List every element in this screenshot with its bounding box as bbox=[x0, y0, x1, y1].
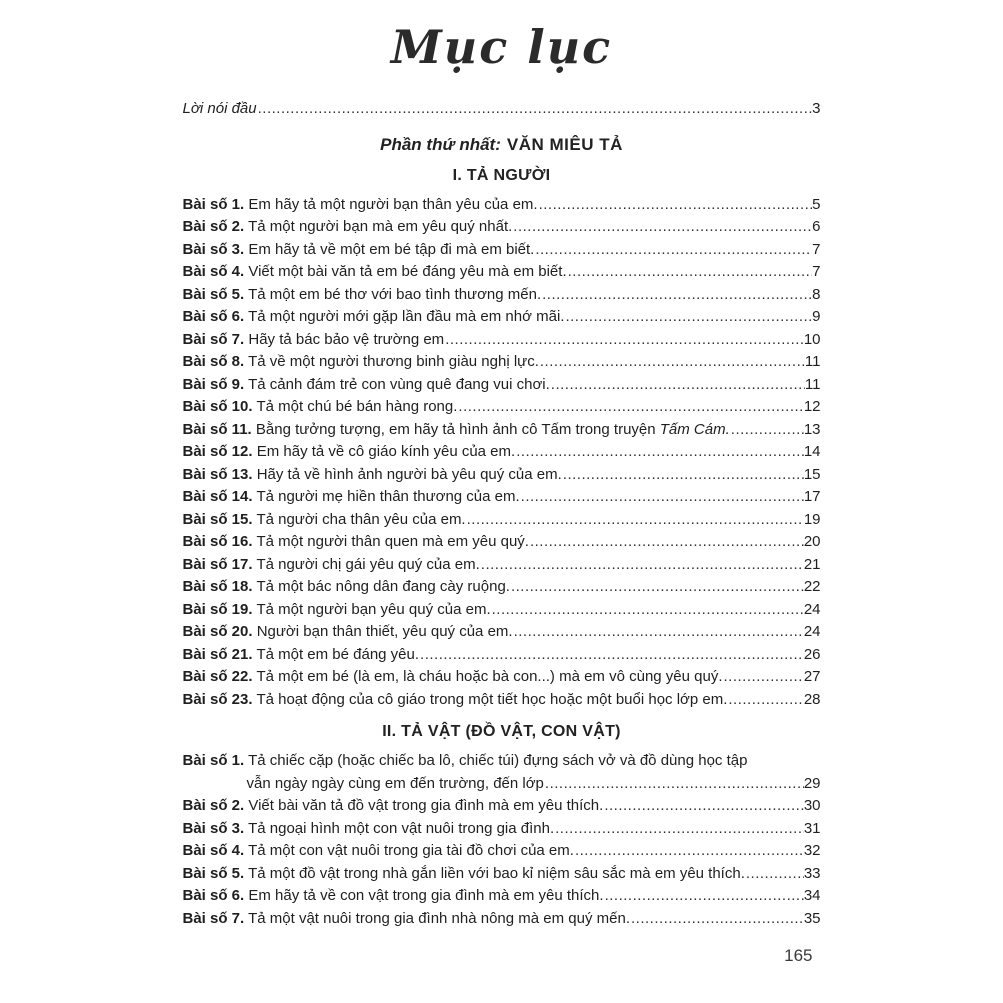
entry-text: Bài số 21. Tả một em bé đáng yêu. bbox=[182, 645, 420, 663]
toc-entry bbox=[183, 441, 821, 464]
entry-text: Bài số 6. Tả một người mới gặp lần đầu mà em nhớ mãi. bbox=[182, 308, 565, 325]
entry-label: Bài số 20. bbox=[182, 623, 253, 640]
dot-leader bbox=[565, 306, 812, 329]
entry-text: Bài số 12. Em hãy tả về cô giáo kính yêu của em. bbox=[182, 443, 516, 460]
entry-page: 11 bbox=[804, 353, 821, 370]
toc-entry bbox=[183, 666, 821, 689]
entry-label: Bài số 16. bbox=[182, 533, 253, 550]
entry-text: Bài số 4. Viết một bài văn tả em bé đáng yêu mà em biết. bbox=[182, 263, 567, 280]
entry-text: Bài số 9. Tả cảnh đám trẻ con vùng quê đang vui chơi. bbox=[182, 375, 550, 393]
dot-leader bbox=[511, 576, 804, 599]
entry-page: 24 bbox=[803, 623, 821, 640]
entry-text: Bài số 7. Hãy tả bác bảo vệ trường em bbox=[182, 330, 445, 348]
entry-label: Bài số 6. bbox=[182, 308, 245, 325]
entry-page: 7 bbox=[812, 263, 821, 280]
entry-label: Bài số 3. bbox=[182, 819, 245, 837]
entry-page: 19 bbox=[803, 510, 821, 528]
entry-text: Bài số 1. Tả chiếc cặp (hoặc chiếc ba lô, chiếc túi) đựng sách vở và đồ dùng học tập bbox=[182, 752, 748, 769]
toc-entry bbox=[183, 306, 821, 329]
entry-page: 21 bbox=[803, 555, 821, 573]
entry-page: 31 bbox=[803, 819, 821, 837]
entry-label: Bài số 21. bbox=[182, 645, 253, 663]
entry-label: Bài số 1. bbox=[182, 195, 245, 213]
entry-page: 34 bbox=[803, 887, 821, 904]
toc-entry bbox=[183, 374, 821, 397]
toc-entry bbox=[183, 554, 821, 577]
entry-label: Bài số 23. bbox=[182, 690, 253, 708]
toc-entry bbox=[183, 644, 821, 667]
entry-label: Bài số 19. bbox=[182, 600, 253, 618]
entry-page: 15 bbox=[803, 465, 821, 483]
toc-entry bbox=[183, 689, 821, 712]
entry-text: Bài số 1. Em hãy tả một người bạn thân yêu của em. bbox=[182, 195, 538, 213]
dot-leader bbox=[604, 795, 804, 818]
part-heading bbox=[183, 135, 821, 155]
entry-text: Bài số 19. Tả một người bạn yêu quý của em. bbox=[182, 600, 491, 618]
toc-entry bbox=[183, 863, 821, 886]
preface-page: 3 bbox=[812, 100, 821, 117]
entry-page: 35 bbox=[803, 909, 821, 927]
entry-page: 32 bbox=[803, 842, 821, 859]
entry-page: 22 bbox=[803, 578, 821, 595]
dot-leader bbox=[458, 396, 803, 419]
dot-leader bbox=[481, 554, 804, 577]
entry-label: Bài số 4. bbox=[182, 263, 245, 280]
part-heading-prefix: Phần thứ nhất: bbox=[380, 134, 501, 154]
entry-label: Bài số 9. bbox=[182, 375, 245, 393]
entry-label: Bài số 3. bbox=[182, 240, 245, 258]
dot-leader bbox=[746, 863, 804, 886]
entry-label: Bài số 10. bbox=[182, 398, 253, 415]
dot-leader bbox=[521, 486, 804, 509]
entry-page: 24 bbox=[803, 600, 821, 618]
entry-page: 7 bbox=[812, 240, 821, 258]
dot-leader bbox=[542, 284, 812, 307]
entry-page: 26 bbox=[803, 645, 821, 663]
toc-entry bbox=[183, 329, 821, 352]
preface-row bbox=[183, 98, 821, 121]
section-heading-1: I. TẢ NGƯỜI bbox=[452, 166, 551, 184]
toc-entry bbox=[183, 261, 821, 284]
entry-page: 11 bbox=[804, 375, 821, 393]
dot-leader bbox=[724, 666, 804, 689]
entry-page: 5 bbox=[812, 195, 821, 213]
toc-entry bbox=[183, 885, 821, 908]
page-number: 165 bbox=[784, 946, 813, 965]
entry-page: 14 bbox=[803, 443, 821, 460]
book-title: Mục lục bbox=[390, 20, 613, 74]
entry-text: Bài số 14. Tả người mẹ hiền thân thương của em. bbox=[182, 488, 520, 505]
entry-text: Bài số 11. Bằng tưởng tượng, em hãy tả hình ảnh cô Tấm trong truyện Tấm Cám. bbox=[182, 420, 730, 438]
entry-label: Bài số 14. bbox=[182, 488, 253, 505]
dot-leader bbox=[605, 885, 804, 908]
entry-page: 27 bbox=[803, 668, 821, 685]
entry-text: Bài số 3. Tả ngoại hình một con vật nuôi trong gia đình. bbox=[182, 819, 555, 837]
entry-page: 12 bbox=[803, 398, 821, 415]
preface-label: Lời nói đầu bbox=[182, 100, 257, 117]
entry-label: Bài số 17. bbox=[182, 555, 253, 573]
dot-leader bbox=[514, 621, 804, 644]
toc-entry bbox=[183, 419, 821, 442]
entry-label: Bài số 11. bbox=[182, 420, 252, 438]
toc-entry bbox=[183, 531, 821, 554]
entry-page: 13 bbox=[803, 420, 821, 438]
dot-leader bbox=[563, 464, 804, 487]
entry-page: 20 bbox=[803, 533, 821, 550]
entry-text: Bài số 5. Tả một đồ vật trong nhà gắn liền với bao kỉ niệm sâu sắc mà em yêu thích. bbox=[182, 864, 745, 882]
toc-entry bbox=[183, 464, 821, 487]
dot-leader bbox=[467, 509, 804, 532]
entry-page: 28 bbox=[803, 690, 821, 708]
toc-entry bbox=[183, 576, 821, 599]
entry-text: vẫn ngày ngày cùng em đến trường, đến lớp bbox=[246, 774, 544, 792]
entry-label: Bài số 4. bbox=[182, 842, 245, 859]
entry-label: Bài số 2. bbox=[182, 218, 245, 235]
dot-leader bbox=[728, 689, 803, 712]
toc-entry bbox=[183, 840, 821, 863]
entry-text: Bài số 20. Người bạn thân thiết, yêu quý của em. bbox=[182, 623, 513, 640]
entry-text: Bài số 7. Tả một vật nuôi trong gia đình nhà nông mà em quý mến. bbox=[182, 909, 630, 927]
dot-leader bbox=[555, 818, 804, 841]
entry-label: Bài số 15. bbox=[182, 510, 253, 528]
dot-leader bbox=[575, 840, 804, 863]
dot-leader bbox=[568, 261, 813, 284]
entry-text: Bài số 23. Tả hoạt động của cô giáo trong một tiết học hoặc một buổi học lớp em. bbox=[182, 690, 728, 708]
entry-page: 30 bbox=[803, 797, 821, 814]
toc-entry bbox=[183, 216, 821, 239]
entry-text: Bài số 2. Tả một người bạn mà em yêu quý nhất. bbox=[182, 218, 513, 235]
toc-entry bbox=[183, 621, 821, 644]
entry-label: Bài số 12. bbox=[182, 443, 253, 460]
entry-text: Bài số 15. Tả người cha thân yêu của em. bbox=[182, 510, 466, 528]
entry-label: Bài số 7. bbox=[182, 909, 245, 927]
entry-text: Bài số 10. Tả một chú bé bán hàng rong. bbox=[182, 398, 458, 415]
toc-entry bbox=[183, 194, 821, 217]
part-heading-title: VĂN MIÊU TẢ bbox=[506, 134, 623, 154]
toc-entry bbox=[183, 486, 821, 509]
dot-leader bbox=[551, 374, 805, 397]
entry-page: 33 bbox=[803, 864, 821, 882]
entry-page: 10 bbox=[803, 330, 821, 348]
entry-text: Bài số 22. Tả một em bé (là em, là cháu hoặc bà con...) mà em vô cùng yêu quý. bbox=[182, 668, 723, 685]
toc-entry bbox=[183, 509, 821, 532]
dot-leader bbox=[516, 441, 804, 464]
toc-entry bbox=[183, 396, 821, 419]
toc-entry-continuation bbox=[183, 773, 821, 796]
entry-label: Bài số 5. bbox=[182, 864, 245, 882]
toc-entry bbox=[183, 239, 821, 262]
entry-page: 29 bbox=[803, 774, 821, 792]
entry-label: Bài số 22. bbox=[182, 668, 253, 685]
entry-text: Bài số 3. Em hãy tả về một em bé tập đi mà em biết. bbox=[182, 240, 535, 258]
entry-label: Bài số 13. bbox=[182, 465, 253, 483]
entry-text: Bài số 4. Tả một con vật nuôi trong gia tài đồ chơi của em. bbox=[182, 842, 574, 859]
entry-text: Bài số 8. Tả về một người thương binh giàu nghị lực. bbox=[182, 353, 539, 370]
dot-leader bbox=[513, 216, 812, 239]
dot-leader bbox=[731, 419, 804, 442]
section-heading-2: II. TẢ VẬT (ĐỒ VẬT, CON VẬT) bbox=[382, 723, 621, 740]
toc-entry bbox=[183, 284, 821, 307]
dot-leader bbox=[631, 908, 804, 931]
entry-page: 6 bbox=[812, 218, 821, 235]
entry-text: Bài số 17. Tả người chị gái yêu quý của em. bbox=[182, 555, 480, 573]
dot-leader bbox=[539, 194, 813, 217]
entry-label: Bài số 1. bbox=[182, 752, 245, 769]
sections-container bbox=[183, 167, 821, 931]
dot-leader bbox=[445, 329, 804, 352]
entry-text: Bài số 5. Tả một em bé thơ với bao tình thương mến. bbox=[182, 285, 542, 303]
entry-label: Bài số 7. bbox=[182, 330, 245, 348]
dot-leader bbox=[420, 644, 804, 667]
dot-leader bbox=[492, 599, 804, 622]
entry-text: Bài số 2. Viết bài văn tả đồ vật trong gia đình mà em yêu thích. bbox=[182, 797, 604, 814]
entry-label: Bài số 8. bbox=[182, 353, 245, 370]
toc-entry bbox=[183, 599, 821, 622]
entry-text: Bài số 16. Tả một người thân quen mà em yêu quý. bbox=[182, 533, 529, 550]
toc-page bbox=[183, 0, 821, 966]
entry-italic-title: Tấm Cám. bbox=[655, 420, 730, 438]
entry-label: Bài số 5. bbox=[182, 285, 245, 303]
dot-leader bbox=[545, 773, 804, 796]
entry-page: 17 bbox=[803, 488, 821, 505]
toc-entry bbox=[183, 795, 821, 818]
dot-leader bbox=[530, 531, 804, 554]
dot-leader bbox=[535, 239, 812, 262]
entry-page: 8 bbox=[812, 285, 821, 303]
toc-entry bbox=[183, 750, 821, 773]
entry-text: Bài số 13. Hãy tả về hình ảnh người bà yêu quý của em. bbox=[182, 465, 562, 483]
toc-entry bbox=[183, 908, 821, 931]
toc-entry bbox=[183, 351, 821, 374]
entry-page: 9 bbox=[812, 308, 821, 325]
entry-label: Bài số 2. bbox=[182, 797, 245, 814]
toc-entry bbox=[183, 818, 821, 841]
entry-label: Bài số 18. bbox=[182, 578, 253, 595]
entry-text: Bài số 18. Tả một bác nông dân đang cày ruộng. bbox=[182, 578, 510, 595]
dot-leader bbox=[540, 351, 805, 374]
dot-leader bbox=[258, 98, 813, 121]
entry-label: Bài số 6. bbox=[182, 887, 245, 904]
entry-text: Bài số 6. Em hãy tả về con vật trong gia đình mà em yêu thích. bbox=[182, 887, 604, 904]
